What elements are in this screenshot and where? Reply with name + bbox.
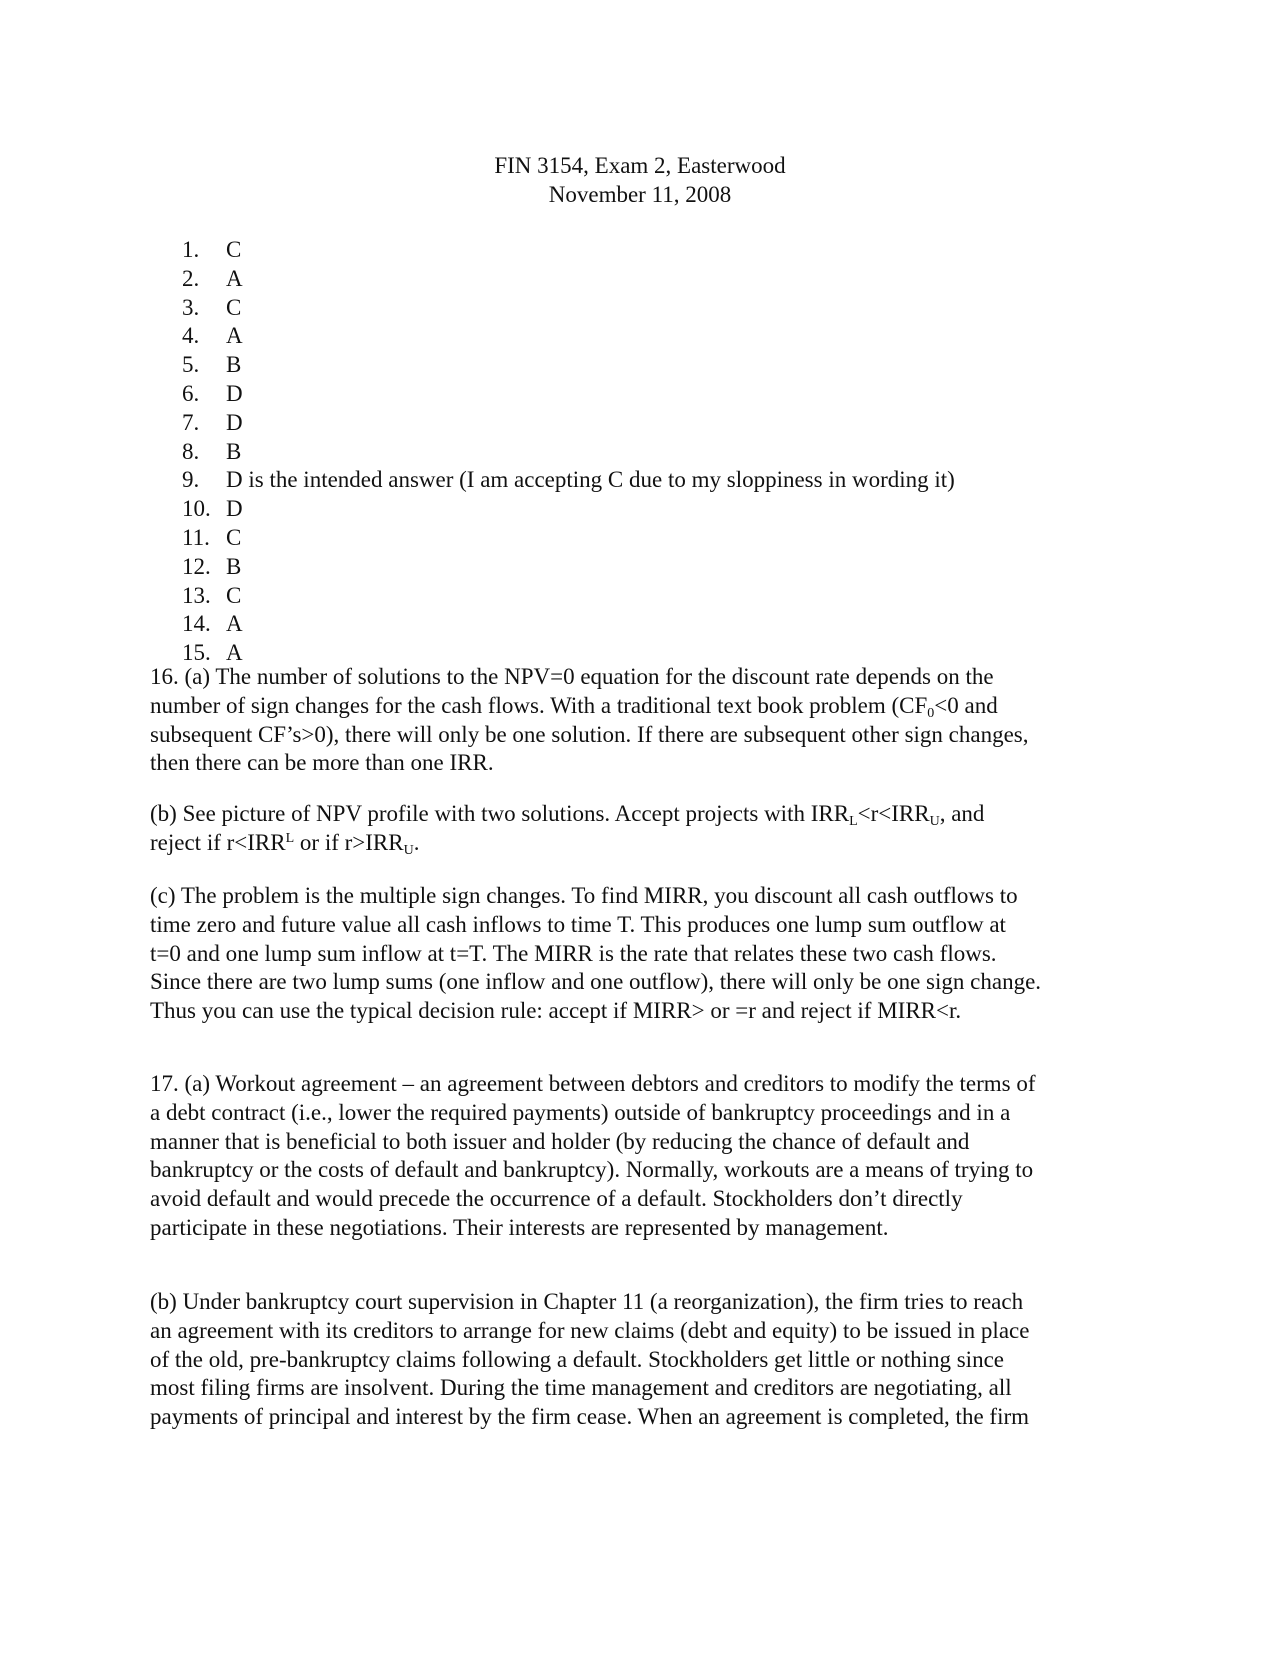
list-item: 15. A (182, 640, 243, 666)
list-item: 9. D is the intended answer (I am accepting C due to my sloppiness in wording it) (182, 467, 955, 493)
list-item: 3. C (182, 294, 242, 320)
list-item: 2. A (182, 265, 243, 291)
list-item: 1. C (182, 237, 242, 262)
question-16b-paragraph: (b) See picture of NPV profile with two solutions. Accept projects with $IRR_L<r<IRR_U$, and reject if $r<IRR^L$ or if $r>IRR_U$. (150, 801, 985, 858)
list-item: 8. B (182, 438, 242, 464)
exam-title: FIN 3154, Exam 2, Easterwood (494, 153, 786, 178)
question-16a-paragraph: 16. (a) The number of solutions to the NPV=0 equation for the discount rate depends on the number of sign changes for the cash flows. With a traditional text book problem ($CF_0<0$ and subsequent CF’s>0), there will only be one solution. If there are subsequent other sign changes, then there can be more than one IRR. (150, 664, 1029, 776)
answer-key-list (182, 236, 955, 668)
exam-date: November 11, 2008 (548, 182, 732, 207)
list-item: 7. D (182, 409, 243, 435)
list-item: 5. B (182, 352, 242, 378)
document-header (0, 151, 1280, 209)
list-item: 11. C (182, 524, 242, 550)
list-item: 4. A (182, 323, 243, 349)
question-16c-paragraph: (c) The problem is the multiple sign changes. To find MIRR, you discount all cash outflows to time zero and future value all cash inflows to time T. This produces one lump sum outflow at t=0 and one lump sum inflow at t=T. The MIRR is the rate that relates these two cash flows. Since there are two lump sums (one inflow and one outflow), there will only be one sign change. Thus you can use the typical decision rule: accept if MIRR> or =r and reject if MIRR<r. (150, 883, 1042, 1024)
question-17a-paragraph: 17. (a) Workout agreement – an agreement between debtors and creditors to modify the terms of a debt contract (i.e., lower the required payments) outside of bankruptcy proceedings and in a manner that is beneficial to both issuer and holder (by reducing the chance of default and bankruptcy or the costs of default and bankruptcy). Normally, workouts are a means of trying to avoid default and would precede the occurrence of a default. Stockholders don’t directly participate in these negotiations. Their interests are represented by management. (150, 1071, 1036, 1240)
list-item: 13. C (182, 582, 242, 608)
list-item: 14. A (182, 611, 243, 637)
list-item: 6. D (182, 380, 243, 406)
question-17b-paragraph: (b) Under bankruptcy court supervision in Chapter 11 (a reorganization), the firm tries to reach an agreement with its creditors to arrange for new claims (debt and equity) to be issued in place of the old, pre-bankruptcy claims following a default. Stockholders get little or nothing since most filing firms are insolvent. During the time management and creditors are negotiating, all payments of principal and interest by the firm cease. When an agreement is completed, the firm (150, 1289, 1030, 1430)
list-item: 10. D (182, 496, 243, 522)
list-item: 12. B (182, 553, 242, 579)
